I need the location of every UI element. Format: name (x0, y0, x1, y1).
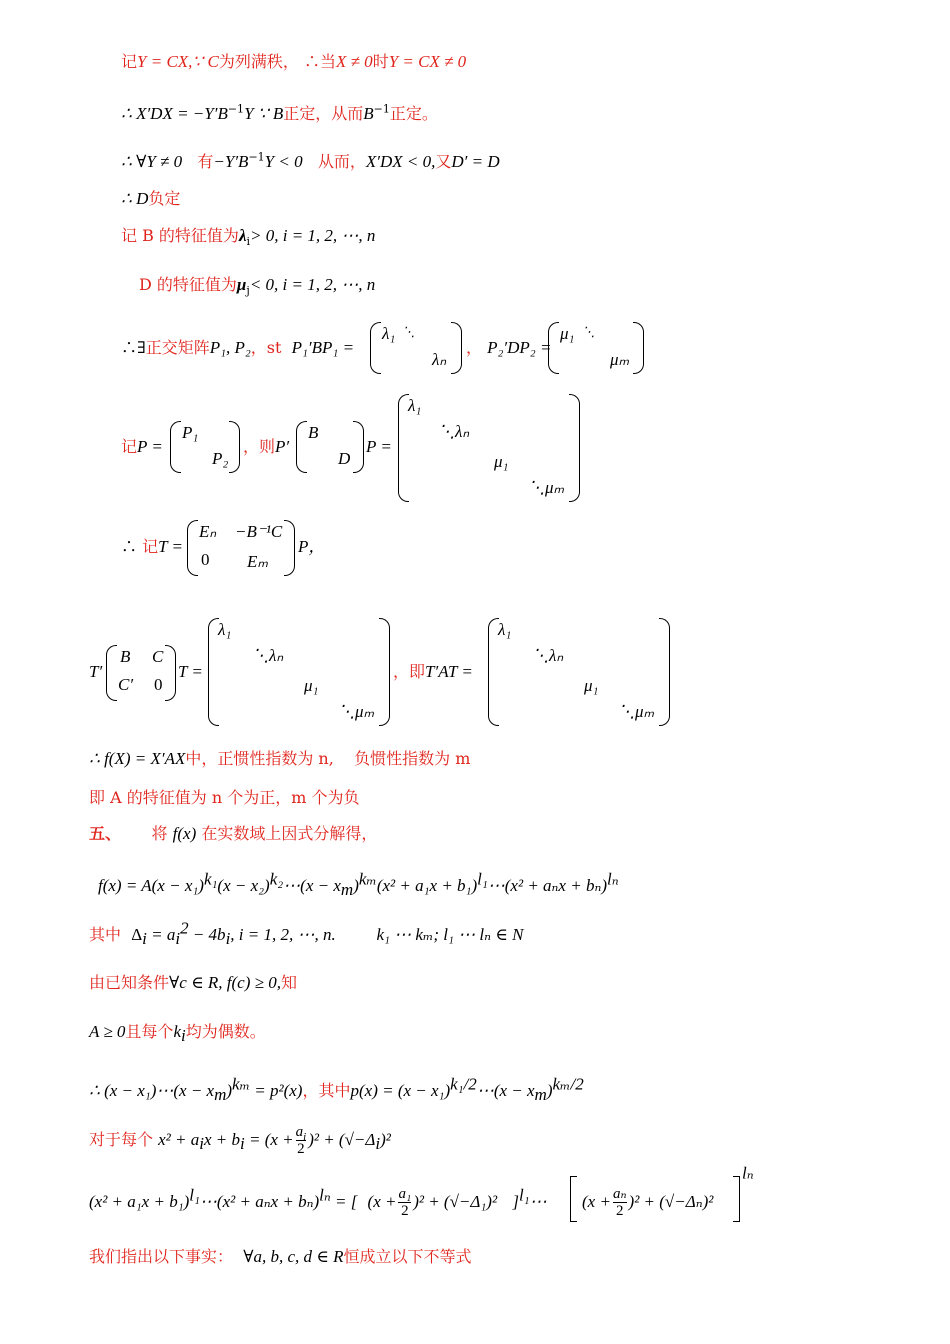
matrix-cell: −B⁻¹C (235, 522, 283, 541)
matrix-cell: P₁ (182, 423, 199, 442)
text: 又 (435, 152, 452, 171)
formula: k (173, 1022, 181, 1041)
matrix-cell: ⋱λₙ (252, 646, 284, 665)
bracket-right (633, 322, 644, 374)
matrix-cell: B (120, 647, 131, 666)
formula: Y ∵ B (244, 104, 284, 123)
text: ， (243, 437, 260, 456)
bracket-left (170, 421, 181, 473)
text: 正定，从而 (283, 104, 364, 123)
text: 且每个 (125, 1022, 174, 1041)
formula: , i = 1, 2, ⋯, n. (230, 925, 336, 944)
formula: T = (158, 537, 183, 556)
superscript: k₂ (269, 869, 284, 889)
matrix-mu (548, 322, 644, 374)
formula: T = (178, 662, 203, 681)
subscript: i (142, 929, 147, 949)
formula: B (363, 104, 374, 123)
text: ，即 (393, 662, 426, 681)
fraction (613, 1186, 627, 1219)
matrix-P (170, 421, 240, 473)
matrix-cell: μ₁ (584, 676, 599, 695)
formula: = p²(x) (250, 1081, 303, 1100)
text: 当 (319, 52, 336, 71)
formula: μ (236, 275, 247, 294)
text: 恒成立以下不等式 (343, 1247, 472, 1266)
formula: ⋯ (529, 1192, 547, 1211)
formula: (x² + a₁x + b₁) (376, 876, 478, 895)
formula: ⋯(x² + aₙx + bₙ) (487, 876, 607, 895)
denominator: 2 (297, 1141, 305, 1157)
bracket-right (284, 520, 295, 576)
formula: x² + a (158, 1130, 200, 1149)
line-19 (89, 1124, 391, 1157)
bracket-right (353, 421, 364, 473)
formula: (x + (367, 1192, 397, 1211)
formula: ) (353, 876, 359, 895)
matrix-cell: μ₁ (304, 676, 319, 695)
fraction (398, 1186, 411, 1219)
bracket-square-right (733, 1176, 740, 1222)
line-14 (98, 869, 619, 900)
subscript: m (340, 880, 354, 900)
line-2 (121, 104, 438, 124)
formula: (x² + a₁x + b₁) (89, 1192, 190, 1211)
fraction (296, 1124, 307, 1157)
matrix-cell: ⋱λₙ (438, 422, 470, 441)
bracket-right (229, 421, 240, 473)
matrix-cell: λ₁ (408, 396, 422, 415)
formula: ⋯(x − x (476, 1081, 535, 1100)
superscript: kₘ (232, 1074, 251, 1094)
formula: = [ (330, 1192, 358, 1211)
matrix-diag-3 (488, 618, 670, 726)
formula: )² + (√−Δₙ)² (628, 1192, 714, 1211)
formula: ] (512, 1192, 519, 1211)
text: 负惯性指数为 m (354, 749, 471, 768)
matrix-cell: ⋱λₙ (532, 646, 564, 665)
formula: Y < 0 (264, 152, 303, 171)
denominator: 2 (615, 1203, 624, 1219)
text: 负定 (148, 189, 181, 208)
matrix-cell: λ₁ (218, 620, 232, 639)
matrix-diag-1 (398, 394, 580, 502)
line-8 (121, 437, 163, 457)
text: D 的特征值为 (139, 275, 237, 294)
line-17 (89, 1022, 266, 1046)
matrix-cell: 0 (154, 675, 163, 694)
section-number: 五、 (89, 824, 122, 843)
bracket-left (548, 322, 559, 374)
matrix-cell: C′ (118, 675, 134, 694)
line-11 (89, 749, 470, 769)
bracket-left (370, 322, 381, 374)
line-8c (366, 437, 392, 457)
formula: −Y′B (213, 152, 249, 171)
line-10c (393, 662, 473, 682)
matrix-cell: λₙ (432, 350, 447, 369)
text: 中，正惯性指数为 n, (185, 749, 334, 768)
matrix-cell: B (308, 423, 319, 442)
text: 知 (280, 973, 297, 992)
superscript: l₁ (189, 1185, 200, 1205)
line-20b (582, 1186, 713, 1219)
formula: ∴ f(X) = X′AX (89, 749, 186, 768)
text: 对于每个 (89, 1130, 154, 1149)
matrix-cell: ⋱μₘ (618, 702, 655, 721)
matrix-cell: P₂ (212, 449, 229, 468)
text: 记 B 的特征值为 (121, 226, 239, 245)
superscript: 2 (180, 918, 189, 938)
line-10b (178, 662, 203, 682)
matrix-T (187, 520, 295, 576)
matrix-lambda (370, 322, 462, 374)
text: 正交矩阵 (145, 338, 210, 357)
matrix-cell: D (338, 449, 351, 468)
superscript: kₘ/2 (552, 1074, 584, 1094)
formula: )² + (√−Δ (308, 1130, 376, 1149)
matrix-cell: μ₁ (560, 324, 575, 343)
line-7b (466, 338, 551, 358)
text: 记 (142, 537, 159, 556)
superscript: −1 (227, 102, 245, 116)
subscript: j (246, 284, 250, 298)
formula: = (x + (244, 1130, 294, 1149)
subscript: i (199, 1134, 204, 1154)
formula: Y = CX ≠ 0 (388, 52, 467, 71)
formula: ∴ (x − x₁)⋯(x − x (89, 1081, 215, 1100)
bracket-square-left (570, 1176, 577, 1222)
matrix-cell: μₘ (610, 350, 630, 369)
line-3 (121, 152, 500, 172)
matrix-BD (296, 421, 364, 473)
bracket-right (451, 322, 462, 374)
formula: < 0, i = 1, 2, ⋯, n (249, 275, 376, 294)
formula: ∴ D (121, 189, 149, 208)
formula: D′ = D (451, 152, 500, 171)
text: 将 (151, 824, 168, 843)
bracket-left (296, 421, 307, 473)
formula: P₁, P₂ (209, 338, 251, 357)
text: 在实数域上因式分解得， (201, 824, 378, 843)
formula: ∀a, b, c, d ∈ R (243, 1247, 344, 1266)
superscript: −1 (373, 102, 390, 116)
line-18 (89, 1074, 584, 1105)
formula: T′ (89, 662, 103, 681)
subscript: i (225, 929, 231, 949)
text: ，其中 (302, 1081, 351, 1100)
text: 则 (259, 437, 276, 456)
formula: f(x) (172, 824, 197, 843)
formula: P₁′BP₁ = (291, 338, 355, 357)
text: 其中 (89, 925, 122, 944)
formula: k₁ ⋯ kₘ; l₁ ⋯ lₙ ∈ N (376, 925, 524, 944)
matrix-cell: ⋱ (582, 324, 595, 339)
formula: Y = CX,∵ C (137, 52, 219, 71)
formula: (x + (582, 1192, 611, 1211)
formula: P， (298, 537, 326, 556)
matrix-cell: λ₁ (382, 324, 396, 343)
formula: X ≠ 0 (335, 52, 373, 71)
text: 正定。 (389, 104, 438, 123)
superscript: lₙ (742, 1163, 754, 1183)
superscript: l₁ (477, 869, 488, 889)
superscript: lₙ (607, 869, 619, 889)
formula: Δ (131, 925, 143, 944)
line-9b (298, 537, 325, 557)
superscript: k₁/2 (450, 1074, 477, 1094)
matrix-cell: ⋱μₘ (338, 702, 375, 721)
formula: A ≥ 0 (89, 1022, 126, 1041)
subscript: i (246, 235, 251, 249)
formula: ∴ ∀Y ≠ 0 (121, 152, 183, 171)
matrix-cell: Eₙ (199, 522, 217, 541)
text: 由已知条件 (89, 973, 170, 992)
subscript: m (534, 1085, 547, 1105)
numerator: $a_i$ (295, 1124, 307, 1143)
formula: ∴ (121, 537, 138, 556)
text: 记 (121, 52, 138, 71)
subscript: i (240, 1134, 245, 1154)
line-16 (89, 973, 297, 993)
text: 有 (197, 152, 214, 171)
formula: P = (137, 437, 163, 456)
line-20c (742, 1163, 754, 1190)
formula: > 0, i = 1, 2, ⋯, n (250, 226, 376, 245)
text: 为列满秩， (218, 52, 299, 71)
line-12 (89, 788, 359, 808)
matrix-cell: μ₁ (494, 452, 509, 471)
line-5 (121, 226, 376, 249)
line-4 (121, 189, 180, 209)
formula: f(x) = A(x − x₁) (98, 876, 204, 895)
formula: ⋯(x − x (283, 876, 341, 895)
formula: )² + (√−Δ₁)² (413, 1192, 498, 1211)
numerator: aₙ (612, 1186, 627, 1202)
formula: ∴ (303, 52, 320, 71)
bracket-right (165, 645, 176, 701)
formula: p(x) = (x − x₁) (350, 1081, 451, 1100)
text: ，st (250, 338, 282, 357)
text: 记 (121, 437, 138, 456)
formula: = a (146, 925, 176, 944)
subscript: i (375, 1134, 381, 1154)
line-15 (89, 918, 524, 949)
formula: ∴ X′DX = −Y′B (121, 104, 228, 123)
subscript: m (214, 1085, 227, 1105)
line-20 (89, 1186, 547, 1219)
text: 从而， (317, 152, 366, 171)
matrix-diag-2 (208, 618, 390, 726)
bracket-right (379, 618, 390, 726)
matrix-cell: 0 (201, 550, 210, 569)
formula: P₂′DP₂ = (487, 338, 552, 357)
formula: ⋯(x² + aₙx + bₙ) (199, 1192, 320, 1211)
line-9 (121, 537, 183, 557)
subscript: i (175, 929, 181, 949)
line-1 (121, 52, 466, 72)
formula: T′AT = (425, 662, 473, 681)
superscript: l₁ (518, 1185, 530, 1205)
line-10 (89, 662, 102, 682)
formula: )² (380, 1130, 391, 1149)
bracket-right (569, 394, 580, 502)
superscript: −1 (248, 150, 265, 164)
matrix-BC (106, 645, 176, 701)
superscript: kₘ (358, 869, 377, 889)
line-8b (243, 437, 289, 457)
formula: P = (366, 437, 392, 456)
bracket-right (659, 618, 670, 726)
matrix-cell: C (152, 647, 164, 666)
text: 我们指出以下事实： (89, 1247, 234, 1266)
subscript: i (180, 1026, 186, 1046)
matrix-cell: ⋱ (402, 324, 415, 339)
matrix-cell: λ₁ (498, 620, 512, 639)
formula: P′ (275, 437, 290, 456)
bracket-left (187, 520, 198, 576)
text: 即 A 的特征值为 n 个为正，m 个为负 (89, 788, 360, 807)
formula: − 4b (188, 925, 226, 944)
line-21 (89, 1247, 471, 1267)
line-6 (139, 275, 376, 298)
superscript: k₁ (203, 869, 218, 889)
formula: ) (546, 1081, 553, 1100)
formula: X′DX < 0, (365, 152, 436, 171)
numerator: a₁ (398, 1186, 412, 1202)
formula: λ (238, 226, 247, 245)
formula: ∀c ∈ R, f(c) ≥ 0, (169, 973, 281, 992)
formula: x + b (203, 1130, 240, 1149)
formula: (x − x₂) (217, 876, 270, 895)
line-13 (89, 824, 377, 844)
text: 均为偶数。 (185, 1022, 266, 1041)
superscript: lₙ (319, 1185, 331, 1205)
bracket-left (106, 645, 117, 701)
matrix-cell: Eₘ (247, 552, 268, 571)
line-7 (121, 338, 354, 358)
matrix-cell: ⋱μₘ (528, 478, 565, 497)
formula: ) (226, 1081, 233, 1100)
text: 时 (372, 52, 389, 71)
formula: ∴∃ (121, 338, 146, 357)
denominator: 2 (401, 1203, 409, 1219)
text: ， (466, 338, 483, 357)
